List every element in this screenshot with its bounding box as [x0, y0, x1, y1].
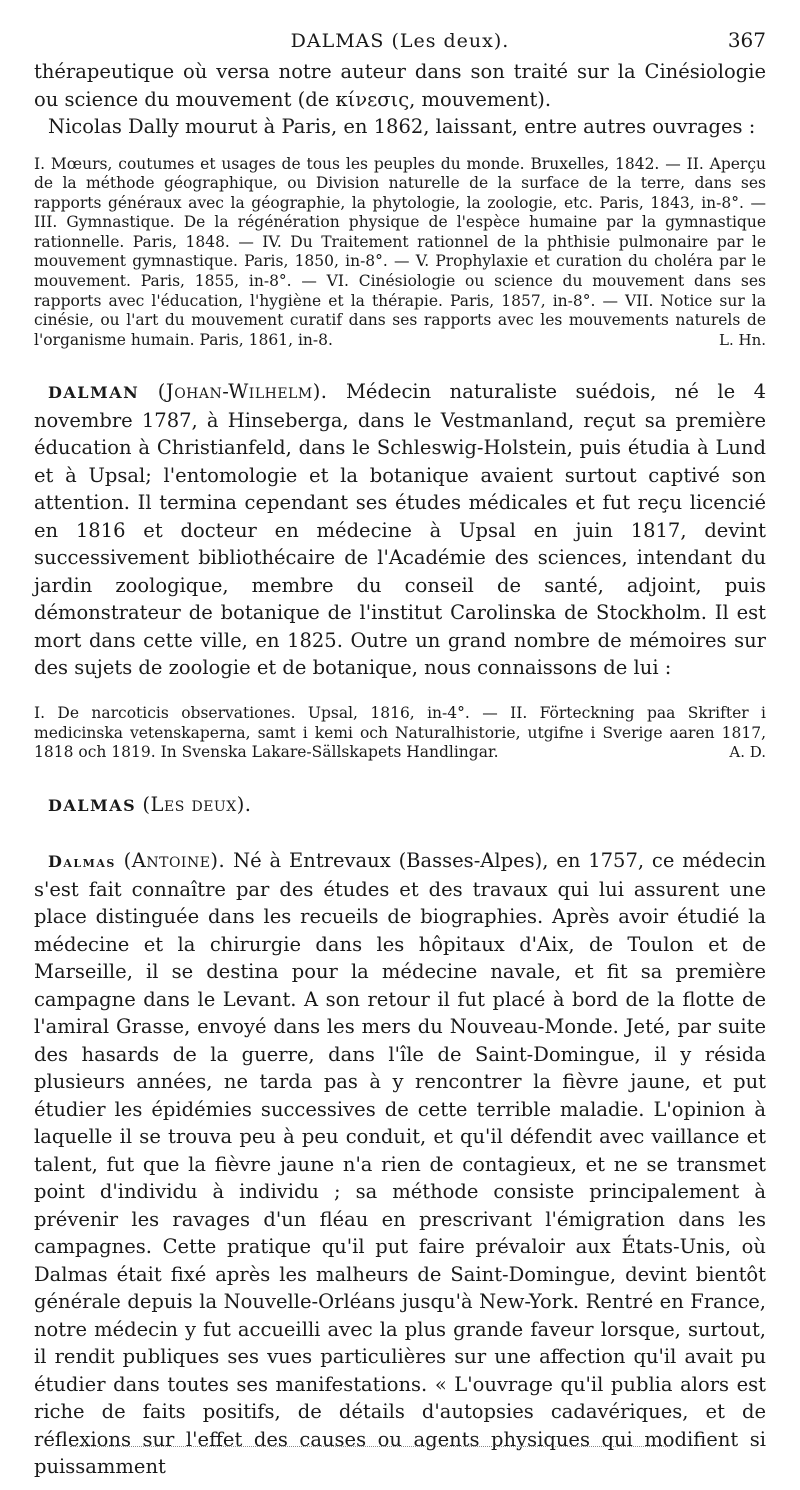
entry-name: (Les deux).: [142, 792, 252, 816]
paragraph: Nicolas Dally mourut à Paris, en 1862, laissant, entre autres ouvrages :: [48, 115, 756, 138]
author-signature: L. Hn.: [718, 330, 766, 349]
author-signature: A. D.: [729, 743, 766, 762]
entry-body: Médecin naturaliste suédois, né le 4 novembre 1787, à Hinseberga, dans le Vestmanland, reçut sa première éducation à Christianfeld, dans le Schleswig-Holstein, puis étudia à Lund et à Upsal; l'entomologie et la botanique avaient surtout captivé son attention. Il termina cependant ses études médicales et fut reçu licencié en 1816 et docteur en médecine à Upsal en juin 1817, devint successivement bibliothécaire de l'Académie des sciences, intendant du jardin zoologique, membre du conseil de santé, adjoint, puis démonstrateur de botanique de l'institut Carolinska de Stockholm. Il est mort dans cette ville, en 1825. Outre un grand nombre de mémoires sur des sujets de zoologie et de botanique, nous connaissons de lui :: [34, 380, 766, 680]
page: [34, 28, 766, 1481]
section-dally-end: [34, 58, 766, 141]
entry-dalman: [34, 378, 766, 682]
entry-heading: Dalmas: [48, 852, 116, 872]
entry-body: Né à Entrevaux (Basses-Alpes), en 1757, ce médecin s'est fait connaître par des études et des travaux qui lui assurent une place distinguée dans les recueils de biographies. Après avoir étudié la médecine et la chirurgie dans les hôpitaux d'Aix, de Toulon et de Marseille, il se destina pour la médecine navale, et fit sa première campagne dans le Levant. A son retour il fut placé à bord de la flotte de l'amiral Grasse, envoyé dans les mers du Nouveau-Monde. Jeté, par suite des hasards de la guerre, dans l'île de Saint-Domingue, il y résida plusieurs années, ne tarda pas à y rencontrer la fièvre jaune, et put étudier les épidémies successives de cette terrible maladie. L'opinion à laquelle il se trouva peu à peu conduit, et qu'il défendit avec vaillance et talent, fut que la fièvre jaune n'a rien de contagieux, et ne se transmet point d'individu à individu ; sa méthode consiste principalement à prévenir les ravages d'un fléau en prescrivant l'émigration dans les campagnes. Cette pratique qu'il put faire prévaloir aux États-Unis, où Dalmas était fixé après les malheurs de Saint-Domingue, devint bientôt générale depuis la Nouvelle-Orléans jusqu'à New-York. Rentré en France, notre médecin y fut accueilli avec la plus grande faveur lorsque, surtout, il rendit publiques ses vues particulières sur une affection qu'il avait pu étudier dans toutes ses manifestations. « L'ouvrage qu'il publia alors est riche de faits positifs, de détails d'autopsies cadavériques, et de réflexions sur l'effet des causes ou agents physiques qui modifient si puissamment: [34, 849, 766, 1479]
page-number: 367: [727, 28, 766, 52]
entry-dalmas-les-deux: [34, 791, 766, 820]
bibliography-dalman: [34, 704, 766, 763]
entry-dalmas-antoine: [34, 847, 766, 1481]
bibliography-text: I. De narcoticis observationes. Upsal, 1816, in-4°. — II. Förteckning paa Skrifter i medicinska vetenskaperna, samt i kemi och Naturalhistorie, utgifne i Sverige aaren 1817, 1818 och 1819. In Svenska Lakare-Sällskapets Handlingar.: [34, 703, 766, 762]
footer-rule: [70, 1446, 670, 1447]
page-header: [34, 28, 766, 58]
bibliography-dally: [34, 155, 766, 351]
running-head: DALMAS (Les deux).: [290, 30, 510, 52]
paragraph: thérapeutique où versa notre auteur dans son traité sur la Cinésiologie ou science du mouvement (de κίνεσις, mouvement).: [34, 60, 766, 111]
bibliography-text: I. Mœurs, coutumes et usages de tous les peuples du monde. Bruxelles, 1842. — II. Aperçu de la méthode géographique, ou Division naturelle de la surface de la terre, dans ses rapports généraux avec la géographie, la phytologie, la zoologie, etc. Paris, 1843, in-8°. — III. Gymnastique. De la régénération physique de l'espèce humaine par la gymnastique rationnelle. Paris, 1848. — IV. Du Traitement rationnel de la phthisie pulmonaire par le mouvement gymnastique. Paris, 1850, in-8°. — V. Prophylaxie et curation du choléra par le mouvement. Paris, 1855, in-8°. — VI. Cinésiologie ou science du mouvement dans ses rapports avec l'éducation, l'hygiène et la thérapie. Paris, 1857, in-8°. — VII. Notice sur la cinésie, ou l'art du mouvement curatif dans ses rapports avec les mouvements naturels de l'organisme humain. Paris, 1861, in-8.: [34, 154, 766, 349]
entry-name: (Antoine).: [123, 849, 226, 873]
entry-name: (Johan-Wilhelm).: [157, 380, 328, 404]
entry-heading: DALMAS: [48, 795, 137, 815]
entry-heading: DALMAN: [48, 383, 140, 403]
